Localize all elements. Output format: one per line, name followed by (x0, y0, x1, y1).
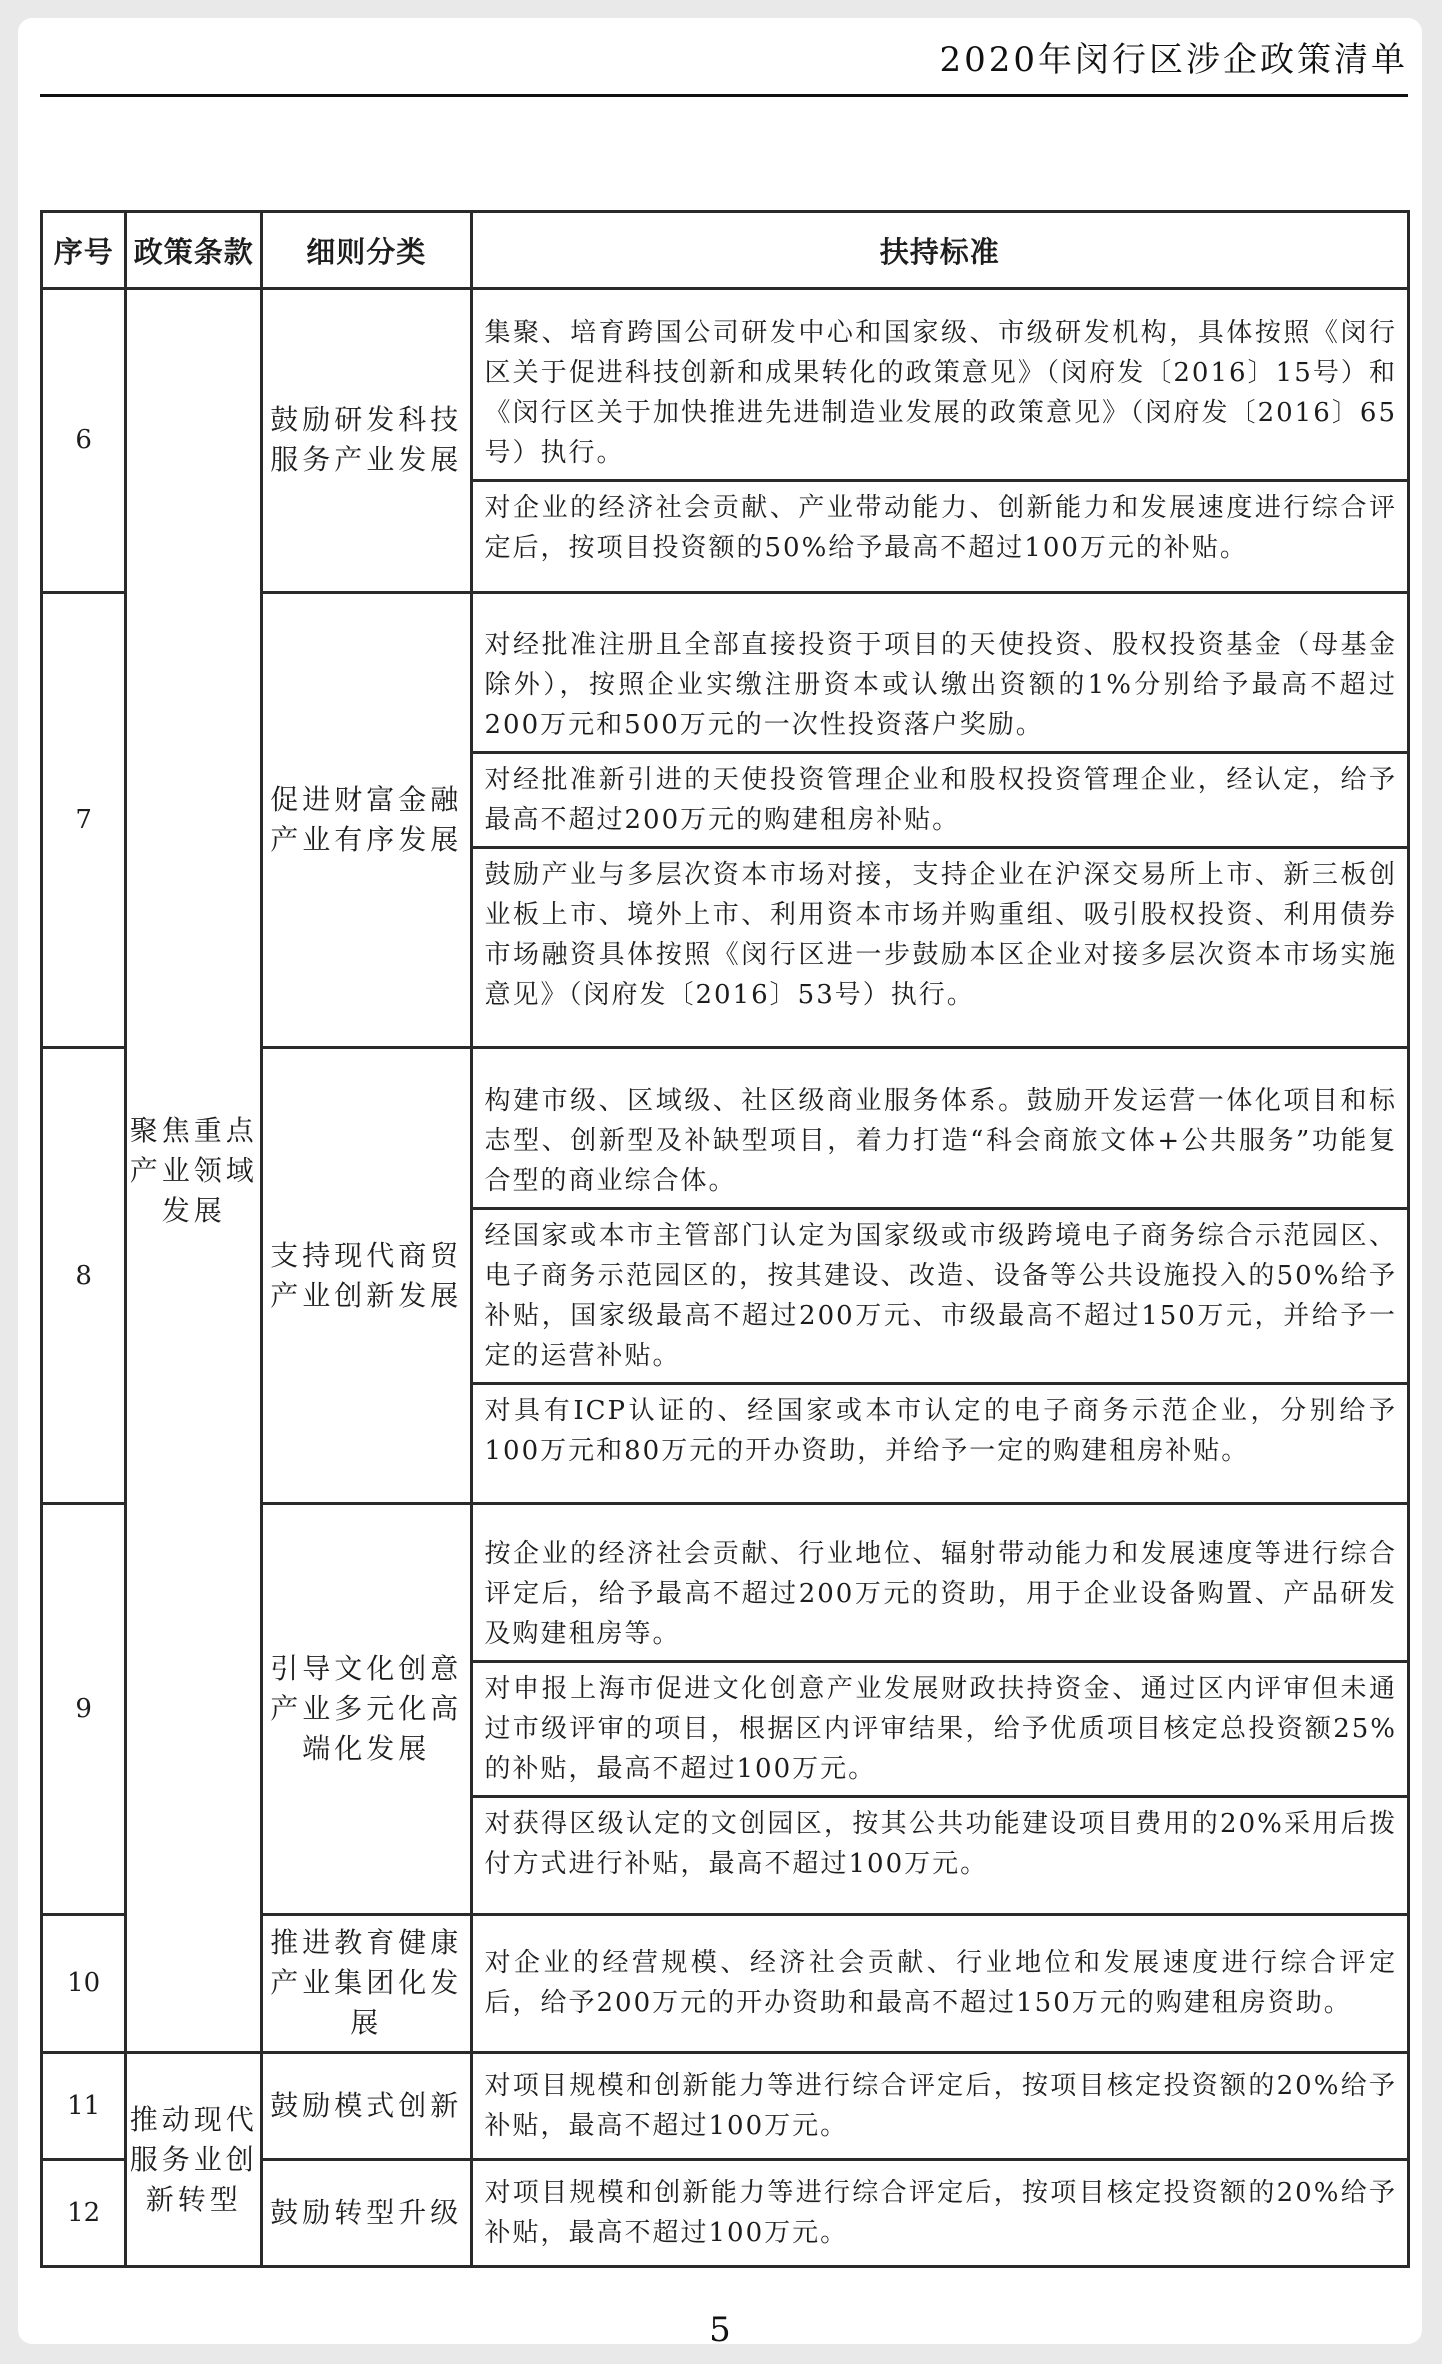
row-number: 8 (42, 1048, 126, 1504)
standard-item: 对项目规模和创新能力等进行综合评定后，按项目核定投资额的20%给予补贴，最高不超过100万元。 (484, 2071, 1397, 2142)
policy-clause-modern-services: 推动现代服务业创新转型 (126, 2053, 262, 2267)
category-cell: 鼓励模式创新 (262, 2053, 471, 2160)
column-header-number: 序号 (42, 212, 126, 289)
policy-table (40, 210, 1410, 2268)
standard-item: 对项目规模和创新能力等进行综合评定后，按项目核定投资额的20%给予补贴，最高不超过100万元。 (484, 2178, 1397, 2249)
row-number: 10 (42, 1914, 126, 2052)
standard-item: 对获得区级认定的文创园区，按其公共功能建设项目费用的20%采用后拨付方式进行补贴，最高不超过100万元。 (484, 1808, 1397, 1879)
category-cell: 鼓励研发科技服务产业发展 (262, 289, 471, 593)
standard-item: 经国家或本市主管部门认定为国家级或市级跨境电子商务综合示范园区、电子商务示范园区的，按其建设、改造、设备等公共设施投入的50%给予补贴，国家级最高不超过200万元、市级最高不超过150万元，并给予一定的运营补贴。 (473, 1210, 1407, 1385)
standard-cell (471, 1504, 1408, 1915)
category-cell: 支持现代商贸产业创新发展 (262, 1048, 471, 1504)
column-header-standard: 扶持标准 (471, 212, 1408, 289)
row-number: 9 (42, 1504, 126, 1915)
row-number: 12 (42, 2160, 126, 2267)
standard-item: 按企业的经济社会贡献、行业地位、辐射带动能力和发展速度等进行综合评定后，给予最高不超过200万元的资助，用于企业设备购置、产品研发及购建租房等。 (473, 1528, 1407, 1663)
standard-cell (471, 1914, 1408, 2052)
standard-item: 对具有ICP认证的、经国家或本市认定的电子商务示范企业，分别给予100万元和80万元的开办资助，并给予一定的购建租房补贴。 (484, 1395, 1397, 1466)
standard-item: 对企业的经营规模、经济社会贡献、行业地位和发展速度进行综合评定后，给予200万元的开办资助和最高不超过150万元的购建租房资助。 (484, 1948, 1397, 2019)
row-number: 7 (42, 592, 126, 1048)
standard-item: 对经批准注册且全部直接投资于项目的天使投资、股权投资基金（母基金除外），按照企业实缴注册资本或认缴出资额的1%分别给予最高不超过200万元和500万元的一次性投资落户奖励。 (473, 619, 1407, 754)
category-cell: 推进教育健康产业集团化发展 (262, 1914, 471, 2052)
standard-cell (471, 592, 1408, 1048)
table-header-row (42, 212, 1409, 289)
standard-cell (471, 1048, 1408, 1504)
category-cell: 引导文化创意产业多元化高端化发展 (262, 1504, 471, 1915)
category-cell: 鼓励转型升级 (262, 2160, 471, 2267)
document-header-title: 2020年闵行区涉企政策清单 (939, 40, 1408, 80)
standard-cell (471, 289, 1408, 593)
standard-item: 对经批准新引进的天使投资管理企业和股权投资管理企业，经认定，给予最高不超过200万元的购建租房补贴。 (473, 754, 1407, 849)
row-number: 6 (42, 289, 126, 593)
standard-item: 构建市级、区域级、社区级商业服务体系。鼓励开发运营一体化项目和标志型、创新型及补缺型项目，着力打造“科会商旅文体+公共服务”功能复合型的商业综合体。 (473, 1075, 1407, 1210)
row-number: 11 (42, 2053, 126, 2160)
standard-cell (471, 2160, 1408, 2267)
table-row (42, 2053, 1409, 2160)
header-rule (40, 94, 1408, 97)
column-header-policy: 政策条款 (126, 212, 262, 289)
standard-item: 对企业的经济社会贡献、产业带动能力、创新能力和发展速度进行综合评定后，按项目投资额的50%给予最高不超过100万元的补贴。 (484, 492, 1397, 563)
policy-clause-focus-industries: 聚焦重点产业领域发展 (126, 289, 262, 2053)
document-page (18, 18, 1422, 2344)
column-header-category: 细则分类 (262, 212, 471, 289)
table-row (42, 289, 1409, 593)
standard-item: 集聚、培育跨国公司研发中心和国家级、市级研发机构，具体按照《闵行区关于促进科技创新和成果转化的政策意见》（闵府发〔2016〕15号）和《闵行区关于加快推进先进制造业发展的政策意见》（闵府发〔2016〕65号）执行。 (473, 307, 1407, 482)
page-number: 5 (709, 2310, 731, 2344)
standard-item: 鼓励产业与多层次资本市场对接，支持企业在沪深交易所上市、新三板创业板上市、境外上市、利用资本市场并购重组、吸引股权投资、利用债券市场融资具体按照《闵行区进一步鼓励本区企业对接多层次资本市场实施意见》（闵府发〔2016〕53号）执行。 (484, 860, 1397, 1011)
standard-cell (471, 2053, 1408, 2160)
standard-item: 对申报上海市促进文化创意产业发展财政扶持资金、通过区内评审但未通过市级评审的项目，根据区内评审结果，给予优质项目核定总投资额25%的补贴，最高不超过100万元。 (473, 1663, 1407, 1798)
category-cell: 促进财富金融产业有序发展 (262, 592, 471, 1048)
